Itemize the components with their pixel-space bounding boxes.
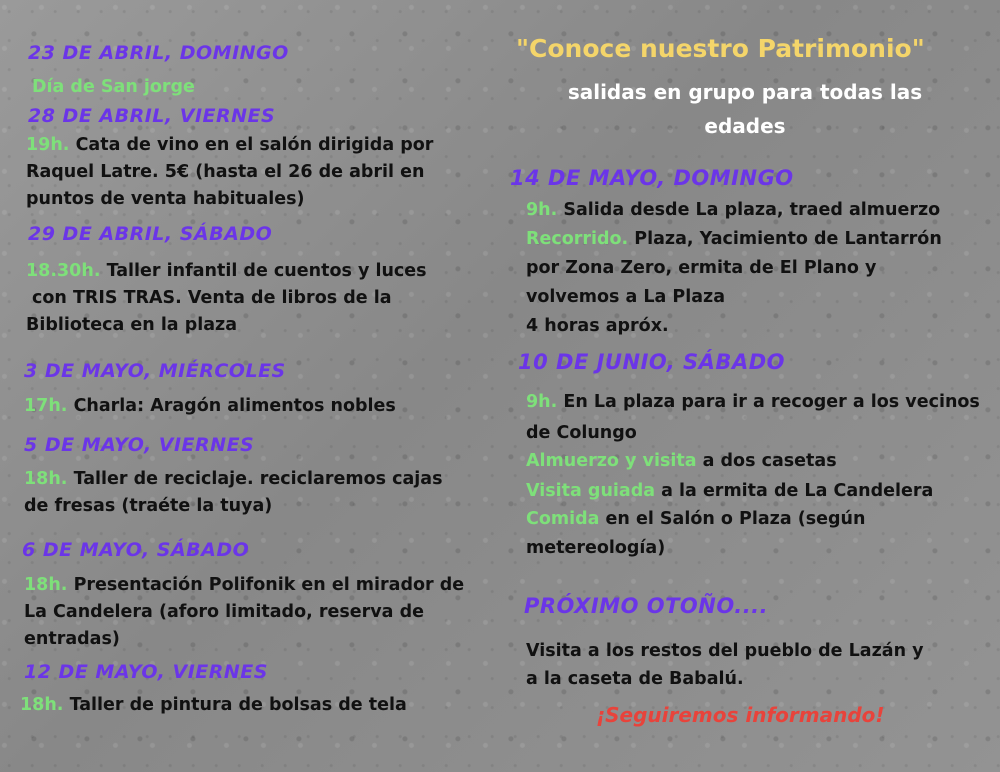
event-text: metereología): [526, 538, 666, 558]
event-date: 10 DE JUNIO, SÁBADO: [518, 350, 785, 374]
event-date: 3 DE MAYO, MIÉRCOLES: [24, 360, 286, 382]
event-date: 12 DE MAYO, VIERNES: [24, 661, 268, 683]
event-text: Plaza, Yacimiento de Lantarrón: [628, 229, 942, 249]
event-text: a la ermita de La Candelera: [655, 481, 934, 501]
event-highlight: Recorrido.: [526, 229, 629, 249]
closing-note: ¡Seguiremos informando!: [596, 703, 885, 727]
event-text: volvemos a La Plaza: [526, 287, 726, 307]
event-line: [526, 506, 865, 533]
event-date: PRÓXIMO OTOÑO....: [524, 594, 769, 618]
event-text: de fresas (traéte la tuya): [24, 496, 273, 516]
event-time: 18h.: [24, 575, 68, 595]
event-text: Cata de vino en el salón dirigida por: [75, 135, 434, 155]
event-line: [526, 389, 980, 416]
event-text: En La plaza para ir a recoger a los vecinos: [557, 392, 980, 412]
event-text: en el Salón o Plaza (según: [599, 509, 866, 529]
event-text: entradas): [24, 629, 120, 649]
event-date: 28 DE ABRIL, VIERNES: [28, 105, 276, 127]
subtitle: salidas en grupo para todas las: [567, 80, 923, 104]
event-text: con TRIS TRAS. Venta de libros de la: [32, 288, 392, 308]
event-text: de Colungo: [526, 423, 637, 443]
event-time: 18.30h.: [26, 261, 101, 281]
event-text: Raquel Latre. 5€ (hasta el 26 de abril en: [26, 162, 425, 182]
event-text: La Candelera (aforo limitado, reserva de: [24, 602, 424, 622]
event-line: [26, 132, 433, 159]
event-time: 9h.: [526, 392, 558, 412]
subtitle: edades: [704, 114, 786, 138]
event-time: 19h.: [26, 135, 70, 155]
event-time: 18h.: [24, 469, 68, 489]
event-text: Presentación Polifonik en el mirador de: [73, 575, 465, 595]
event-line: [24, 572, 464, 599]
event-line: [24, 466, 443, 493]
event-time: 9h.: [526, 200, 558, 220]
page-title: "Conoce nuestro Patrimonio": [516, 34, 925, 63]
event-time: 17h.: [24, 396, 68, 416]
event-description: Día de San jorge: [32, 77, 195, 97]
event-text: Taller de pintura de bolsas de tela: [69, 695, 407, 715]
event-text: Charla: Aragón alimentos nobles: [73, 396, 396, 416]
event-highlight: Almuerzo y visita: [526, 451, 697, 471]
event-date: 5 DE MAYO, VIERNES: [24, 434, 255, 456]
event-line: [526, 478, 933, 505]
event-text: Taller de reciclaje. reciclaremos cajas: [73, 469, 443, 489]
event-text: 4 horas apróx.: [526, 316, 669, 336]
event-date: 14 DE MAYO, DOMINGO: [510, 166, 794, 190]
event-date: 6 DE MAYO, SÁBADO: [22, 539, 250, 561]
event-text: Salida desde La plaza, traed almuerzo: [563, 200, 941, 220]
event-line: [526, 197, 940, 224]
event-text: por Zona Zero, ermita de El Plano y: [526, 258, 877, 278]
event-highlight: Visita guiada: [526, 481, 656, 501]
event-text: Biblioteca en la plaza: [26, 315, 238, 335]
event-text: Taller infantil de cuentos y luces: [106, 261, 427, 281]
event-date: 23 DE ABRIL, DOMINGO: [28, 42, 289, 64]
event-line: [526, 226, 942, 253]
event-line: [526, 448, 837, 475]
event-time: 18h.: [20, 695, 64, 715]
event-text: a la caseta de Babalú.: [526, 669, 744, 689]
event-line: [24, 393, 396, 420]
event-text: puntos de venta habituales): [26, 189, 305, 209]
event-text: a dos casetas: [696, 451, 837, 471]
event-date: 29 DE ABRIL, SÁBADO: [28, 223, 273, 245]
event-text: Visita a los restos del pueblo de Lazán y: [526, 641, 924, 661]
event-line: [20, 692, 407, 719]
event-highlight: Comida: [526, 509, 600, 529]
event-line: [26, 258, 427, 285]
